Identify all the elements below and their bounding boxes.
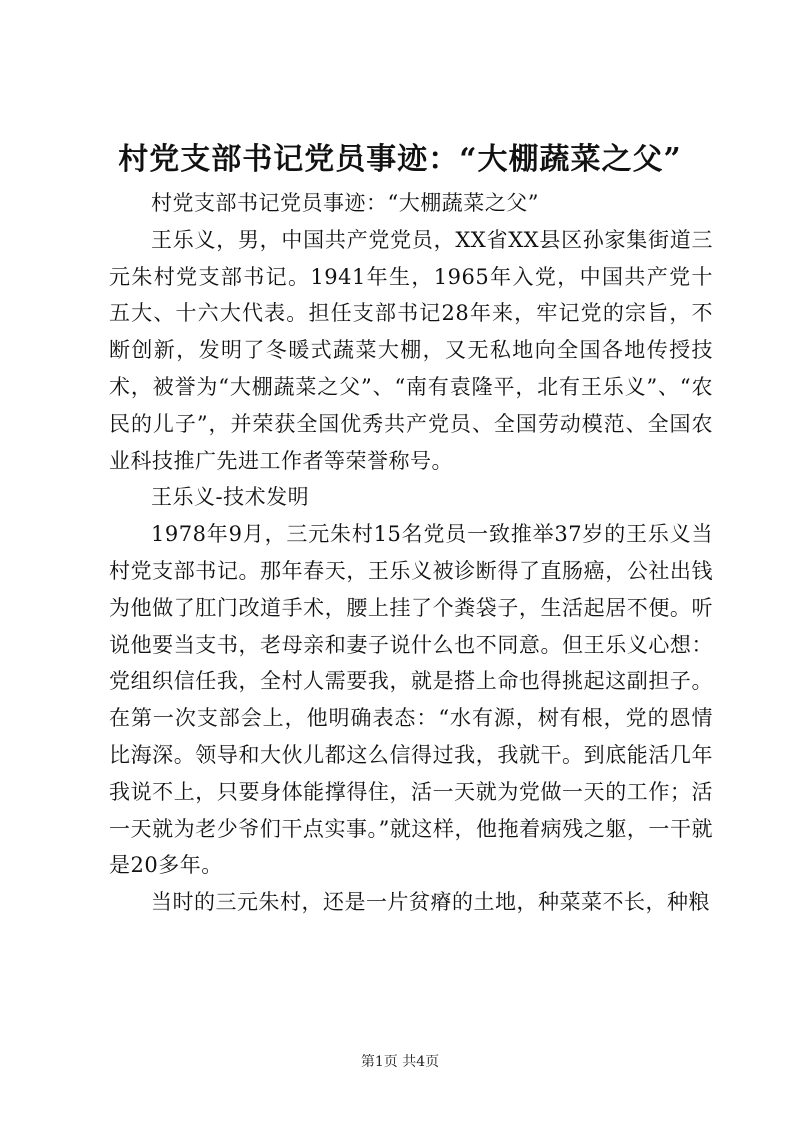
document-title: 村党支部书记党员事迹：“大棚蔬菜之父” bbox=[118, 142, 682, 177]
paragraph-continued: 当时的三元朱村，还是一片贫瘠的土地，种菜菜不长，种粮 bbox=[151, 890, 710, 915]
paragraph-section-heading: 王乐义-技术发明 bbox=[151, 485, 310, 510]
paragraph-story: 1978年9月，三元朱村15名党员一致推举37岁的王乐义当村党支部书记。那年春天，王乐义被诊断得了直肠癌，公社出钱为他做了肛门改道手术，腰上挂了个粪袋子，生活起居不便。听说他要当支书，老母亲和妻子说什么也不同意。但王乐义心想：党组织信任我，全村人需要我，就是搭上命也得挑起这副担子。在第一次支部会上，他明确表态：“水有源，树有根，党的恩情比海深。领导和大伙儿都这么信得过我，我就干。到底能活几年我说不上，只要身体能撑得住，活一天就为党做一天的工作；活一天就为老少爷们干点实事。”就这样，他拖着病残之躯，一干就是20多年。 bbox=[109, 522, 713, 878]
document-body bbox=[109, 185, 713, 921]
page-footer: 第1页 共4页 bbox=[360, 1054, 440, 1070]
paragraph-intro: 王乐义，男，中国共产党党员，XX省XX县区孙家集街道三元朱村党支部书记。1941年生，1965年入党，中国共产党十五大、十六大代表。担任支部书记28年来，牢记党的宗旨，不断创新，发明了冬暖式蔬菜大棚，又无私地向全国各地传授技术，被誉为“大棚蔬菜之父”、“南有袁隆平，北有王乐义”、“农民的儿子”，并荣获全国优秀共产党员、全国劳动模范、全国农业科技推广先进工作者等荣誉称号。 bbox=[109, 227, 713, 473]
paragraph-subtitle: 村党支部书记党员事迹：“大棚蔬菜之父” bbox=[151, 191, 539, 215]
